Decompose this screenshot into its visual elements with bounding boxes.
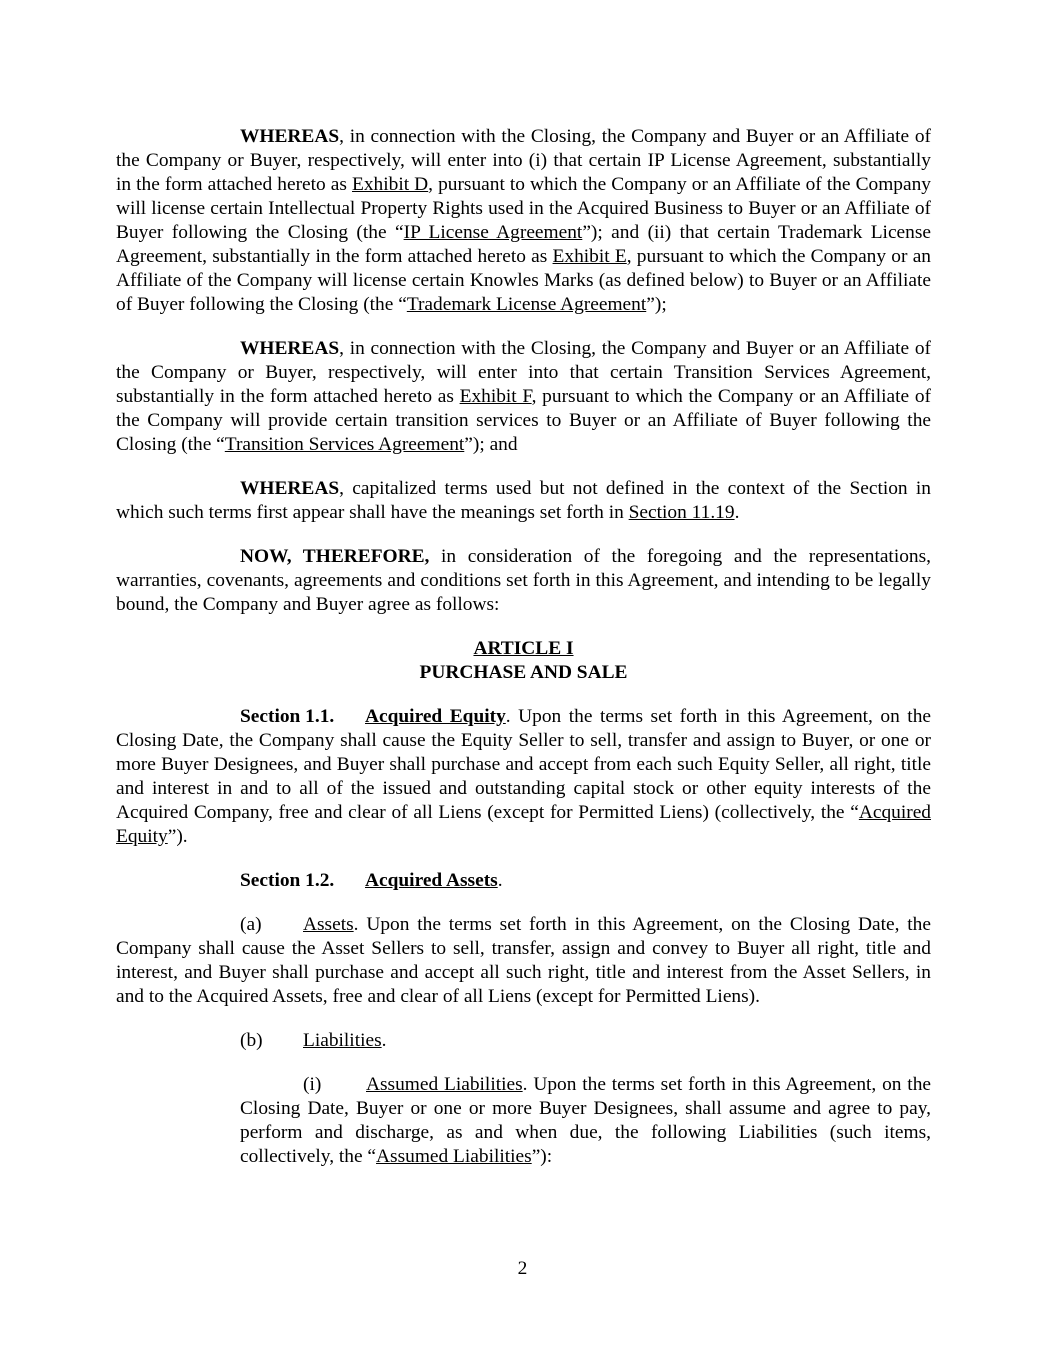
section-1-2-b-i [240,1073,931,1169]
section-1-1 [116,705,931,849]
article-number: ARTICLE I [473,638,574,659]
section-1-2 [116,869,931,893]
text-run: . [497,870,503,891]
text-run: . [381,1030,387,1051]
defined-term: IP License Agreement [403,222,583,243]
defined-term: Assets [303,914,354,935]
defined-term: Acquired Equity [116,802,931,847]
text-run: WHEREAS [240,478,340,499]
text-run: ”); and [464,434,518,455]
enumeration-label: (b) [240,1030,263,1051]
defined-term: Assumed Liabilities [366,1074,523,1095]
defined-term: Trademark License Agreement [406,294,647,315]
document-page [116,125,931,1189]
now-therefore-paragraph [116,545,931,617]
text-run: ”); [646,294,667,315]
text-run: ”); and (ii) that certain Trademark License Agreement, substantially in the form attached hereto as [116,222,932,267]
text-run: , capitalized terms used but not defined in the context of the Section in which such terms first appear shall have the meanings set forth in [116,478,931,523]
whereas-definitions-paragraph [116,477,931,525]
enumeration-label: Section 1.1. [240,706,335,727]
defined-term: Acquired Equity [365,706,506,727]
section-1-2-b [116,1029,931,1053]
enumeration-label: Section 1.2. [240,870,335,891]
enumeration-label: (i) [303,1074,322,1095]
text-run: WHEREAS [240,126,340,147]
page-number: 2 [517,1258,528,1279]
text-run: , in connection with the Closing, the Company and Buyer or an Affiliate of the Company or Buyer, respectively, will enter into that certain Transition Services Agreement, substantially in the form attached hereto as [116,338,931,407]
defined-term: Exhibit F [459,386,532,407]
text-run: . Upon the terms set forth in this Agreement, on the Closing Date, the Company shall cause the Equity Seller to sell, transfer and assign to Buyer, or one or more Buyer Designees, and Buyer shall purchase and accept from each such Equity Seller, all right, title and interest in and to all of the issued and outstanding capital stock or other equity interests of the Acquired Company, free and clear of all Liens (except for Permitted Liens) (collectively, the “ [116,706,931,823]
text-run: in consideration of the foregoing and the representations, warranties, covenants, agreements and conditions set forth in this Agreement, and intending to be legally bound, the Company and Buyer agree as follows: [116,546,931,615]
text-run: , pursuant to which the Company or an Affiliate of the Company will license certain Knowles Marks (as defined below) to Buyer or an Affiliate of Buyer following the Closing (the “ [116,246,931,315]
whereas-transition-services-paragraph [116,337,931,457]
text-run: , in connection with the Closing, the Company and Buyer or an Affiliate of the Company or Buyer, respectively, will enter into (i) that certain IP License Agreement, substantially in the form attached hereto as [116,126,931,195]
text-run: . Upon the terms set forth in this Agreement, on the Closing Date, Buyer or one or more Buyer Designees, shall assume and agree to pay, perform and discharge, as and when due, the following Liabilities (such items, collectively, the “ [240,1074,931,1167]
defined-term: Liabilities [303,1030,382,1051]
text-run: , pursuant to which the Company or an Affiliate of the Company will license certain Intellectual Property Rights used in the Acquired Business to Buyer or an Affiliate of Buyer following the Closing (the “ [116,174,931,243]
defined-term: Exhibit E [552,246,627,267]
defined-term: Transition Services Agreement [224,434,465,455]
text-run: NOW, THEREFORE, [240,546,430,567]
text-run: , pursuant to which the Company or an Affiliate of the Company will provide certain transition services to Buyer or an Affiliate of Buyer following the Closing (the “ [116,386,931,455]
text-run: . Upon the terms set forth in this Agreement, on the Closing Date, the Company shall cause the Asset Sellers to sell, transfer, assign and convey to Buyer all right, title and interest, and Buyer shall purchase and accept all such right, title and interest from the Asset Sellers, in and to the Acquired Assets, free and clear of all Liens (except for Permitted Liens). [116,914,931,1007]
defined-term: Assumed Liabilities [376,1146,532,1167]
text-run: ”). [167,826,188,847]
article-title: PURCHASE AND SALE [419,662,628,683]
defined-term: Acquired Assets [365,870,498,891]
text-run: . [734,502,740,523]
defined-term: Section 11.19 [628,502,735,523]
text-run: WHEREAS [240,338,340,359]
defined-term: Exhibit D [352,174,429,195]
text-run: ”): [531,1146,553,1167]
whereas-ip-license-paragraph [116,125,931,317]
enumeration-label: (a) [240,914,262,935]
section-1-2-a [116,913,931,1009]
